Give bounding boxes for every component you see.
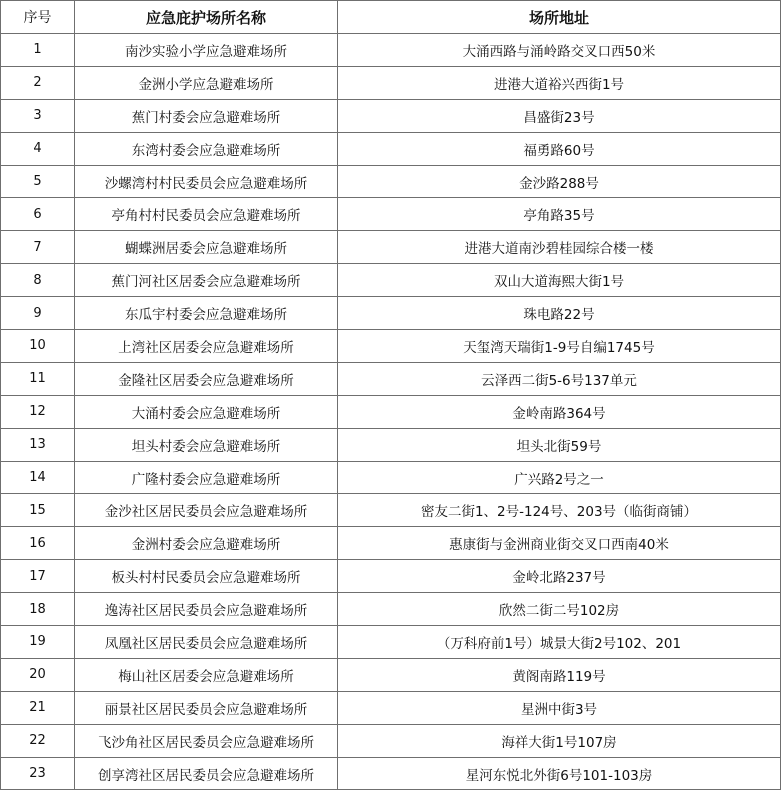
row-shelter-name: 金洲小学应急避难场所	[75, 66, 338, 99]
row-shelter-address: 星河东悦北外街6号101-103房	[338, 757, 781, 790]
table-row	[1, 757, 781, 790]
row-serial-number: 9	[1, 297, 75, 330]
row-shelter-address: 亭角路35号	[338, 198, 781, 231]
row-serial-number: 18	[1, 593, 75, 626]
row-shelter-name: 金沙社区居民委员会应急避难场所	[75, 494, 338, 527]
row-shelter-address: （万科府前1号）城景大街2号102、201	[338, 626, 781, 659]
row-shelter-address: 金岭北路237号	[338, 560, 781, 593]
row-serial-number: 1	[1, 34, 75, 67]
row-serial-number: 2	[1, 66, 75, 99]
row-shelter-address: 进港大道南沙碧桂园综合楼一楼	[338, 231, 781, 264]
table-row	[1, 330, 781, 363]
row-serial-number: 23	[1, 757, 75, 790]
row-serial-number: 21	[1, 691, 75, 724]
row-shelter-address: 惠康街与金洲商业街交叉口西南40米	[338, 527, 781, 560]
table-row	[1, 231, 781, 264]
row-shelter-address: 金岭南路364号	[338, 395, 781, 428]
row-shelter-address: 进港大道裕兴西街1号	[338, 66, 781, 99]
row-shelter-name: 坦头村委会应急避难场所	[75, 428, 338, 461]
row-shelter-name: 广隆村委会应急避难场所	[75, 461, 338, 494]
header-serial-number: 序号	[1, 1, 75, 34]
row-shelter-address: 云泽西二街5-6号137单元	[338, 362, 781, 395]
row-serial-number: 19	[1, 626, 75, 659]
row-shelter-address: 海祥大街1号107房	[338, 724, 781, 757]
row-shelter-name: 金洲村委会应急避难场所	[75, 527, 338, 560]
table-body	[1, 34, 781, 790]
row-shelter-name: 蕉门河社区居委会应急避难场所	[75, 264, 338, 297]
row-shelter-address: 欣然二街二号102房	[338, 593, 781, 626]
row-shelter-name: 东湾村委会应急避难场所	[75, 132, 338, 165]
header-shelter-name: 应急庇护场所名称	[75, 1, 338, 34]
row-shelter-address: 双山大道海熙大街1号	[338, 264, 781, 297]
table-row	[1, 593, 781, 626]
row-serial-number: 15	[1, 494, 75, 527]
row-shelter-name: 沙螺湾村村民委员会应急避难场所	[75, 165, 338, 198]
row-shelter-address: 广兴路2号之一	[338, 461, 781, 494]
table-row	[1, 494, 781, 527]
row-serial-number: 8	[1, 264, 75, 297]
table-row	[1, 99, 781, 132]
row-shelter-name: 金隆社区居委会应急避难场所	[75, 362, 338, 395]
table-row	[1, 198, 781, 231]
row-serial-number: 5	[1, 165, 75, 198]
row-shelter-name: 飞沙角社区居民委员会应急避难场所	[75, 724, 338, 757]
row-serial-number: 12	[1, 395, 75, 428]
row-serial-number: 17	[1, 560, 75, 593]
row-shelter-address: 珠电路22号	[338, 297, 781, 330]
row-serial-number: 16	[1, 527, 75, 560]
table-row	[1, 691, 781, 724]
row-serial-number: 4	[1, 132, 75, 165]
row-shelter-name: 蝴蝶洲居委会应急避难场所	[75, 231, 338, 264]
row-serial-number: 14	[1, 461, 75, 494]
row-shelter-name: 大涌村委会应急避难场所	[75, 395, 338, 428]
row-shelter-address: 密友二街1、2号-124号、203号（临街商铺）	[338, 494, 781, 527]
header-row	[1, 1, 781, 34]
row-serial-number: 10	[1, 330, 75, 363]
row-shelter-address: 昌盛街23号	[338, 99, 781, 132]
row-shelter-name: 凤凰社区居民委员会应急避难场所	[75, 626, 338, 659]
table-row	[1, 297, 781, 330]
table-row	[1, 626, 781, 659]
row-shelter-name: 梅山社区居委会应急避难场所	[75, 658, 338, 691]
table-row	[1, 264, 781, 297]
table-row	[1, 395, 781, 428]
row-shelter-address: 金沙路288号	[338, 165, 781, 198]
row-shelter-address: 天玺湾天瑞街1-9号自编1745号	[338, 330, 781, 363]
row-shelter-address: 福勇路60号	[338, 132, 781, 165]
header-shelter-address: 场所地址	[338, 1, 781, 34]
table-row	[1, 66, 781, 99]
row-shelter-name: 东瓜宇村委会应急避难场所	[75, 297, 338, 330]
table-row	[1, 724, 781, 757]
row-serial-number: 13	[1, 428, 75, 461]
row-serial-number: 11	[1, 362, 75, 395]
table-row	[1, 560, 781, 593]
row-shelter-address: 大涌西路与涌岭路交叉口西50米	[338, 34, 781, 67]
row-shelter-name: 丽景社区居民委员会应急避难场所	[75, 691, 338, 724]
row-serial-number: 7	[1, 231, 75, 264]
row-shelter-name: 上湾社区居委会应急避难场所	[75, 330, 338, 363]
table-header	[1, 1, 781, 34]
row-serial-number: 22	[1, 724, 75, 757]
table-row	[1, 362, 781, 395]
row-shelter-name: 逸涛社区居民委员会应急避难场所	[75, 593, 338, 626]
row-shelter-name: 南沙实验小学应急避难场所	[75, 34, 338, 67]
row-shelter-name: 蕉门村委会应急避难场所	[75, 99, 338, 132]
table-row	[1, 527, 781, 560]
row-serial-number: 6	[1, 198, 75, 231]
row-serial-number: 20	[1, 658, 75, 691]
row-shelter-address: 黄阁南路119号	[338, 658, 781, 691]
table-row	[1, 658, 781, 691]
row-shelter-name: 亭角村村民委员会应急避难场所	[75, 198, 338, 231]
row-shelter-address: 坦头北街59号	[338, 428, 781, 461]
row-shelter-address: 星洲中街3号	[338, 691, 781, 724]
table-row	[1, 165, 781, 198]
table-row	[1, 428, 781, 461]
table-row	[1, 132, 781, 165]
row-shelter-name: 创享湾社区居民委员会应急避难场所	[75, 757, 338, 790]
row-serial-number: 3	[1, 99, 75, 132]
row-shelter-name: 板头村村民委员会应急避难场所	[75, 560, 338, 593]
table-row	[1, 461, 781, 494]
table-row	[1, 34, 781, 67]
